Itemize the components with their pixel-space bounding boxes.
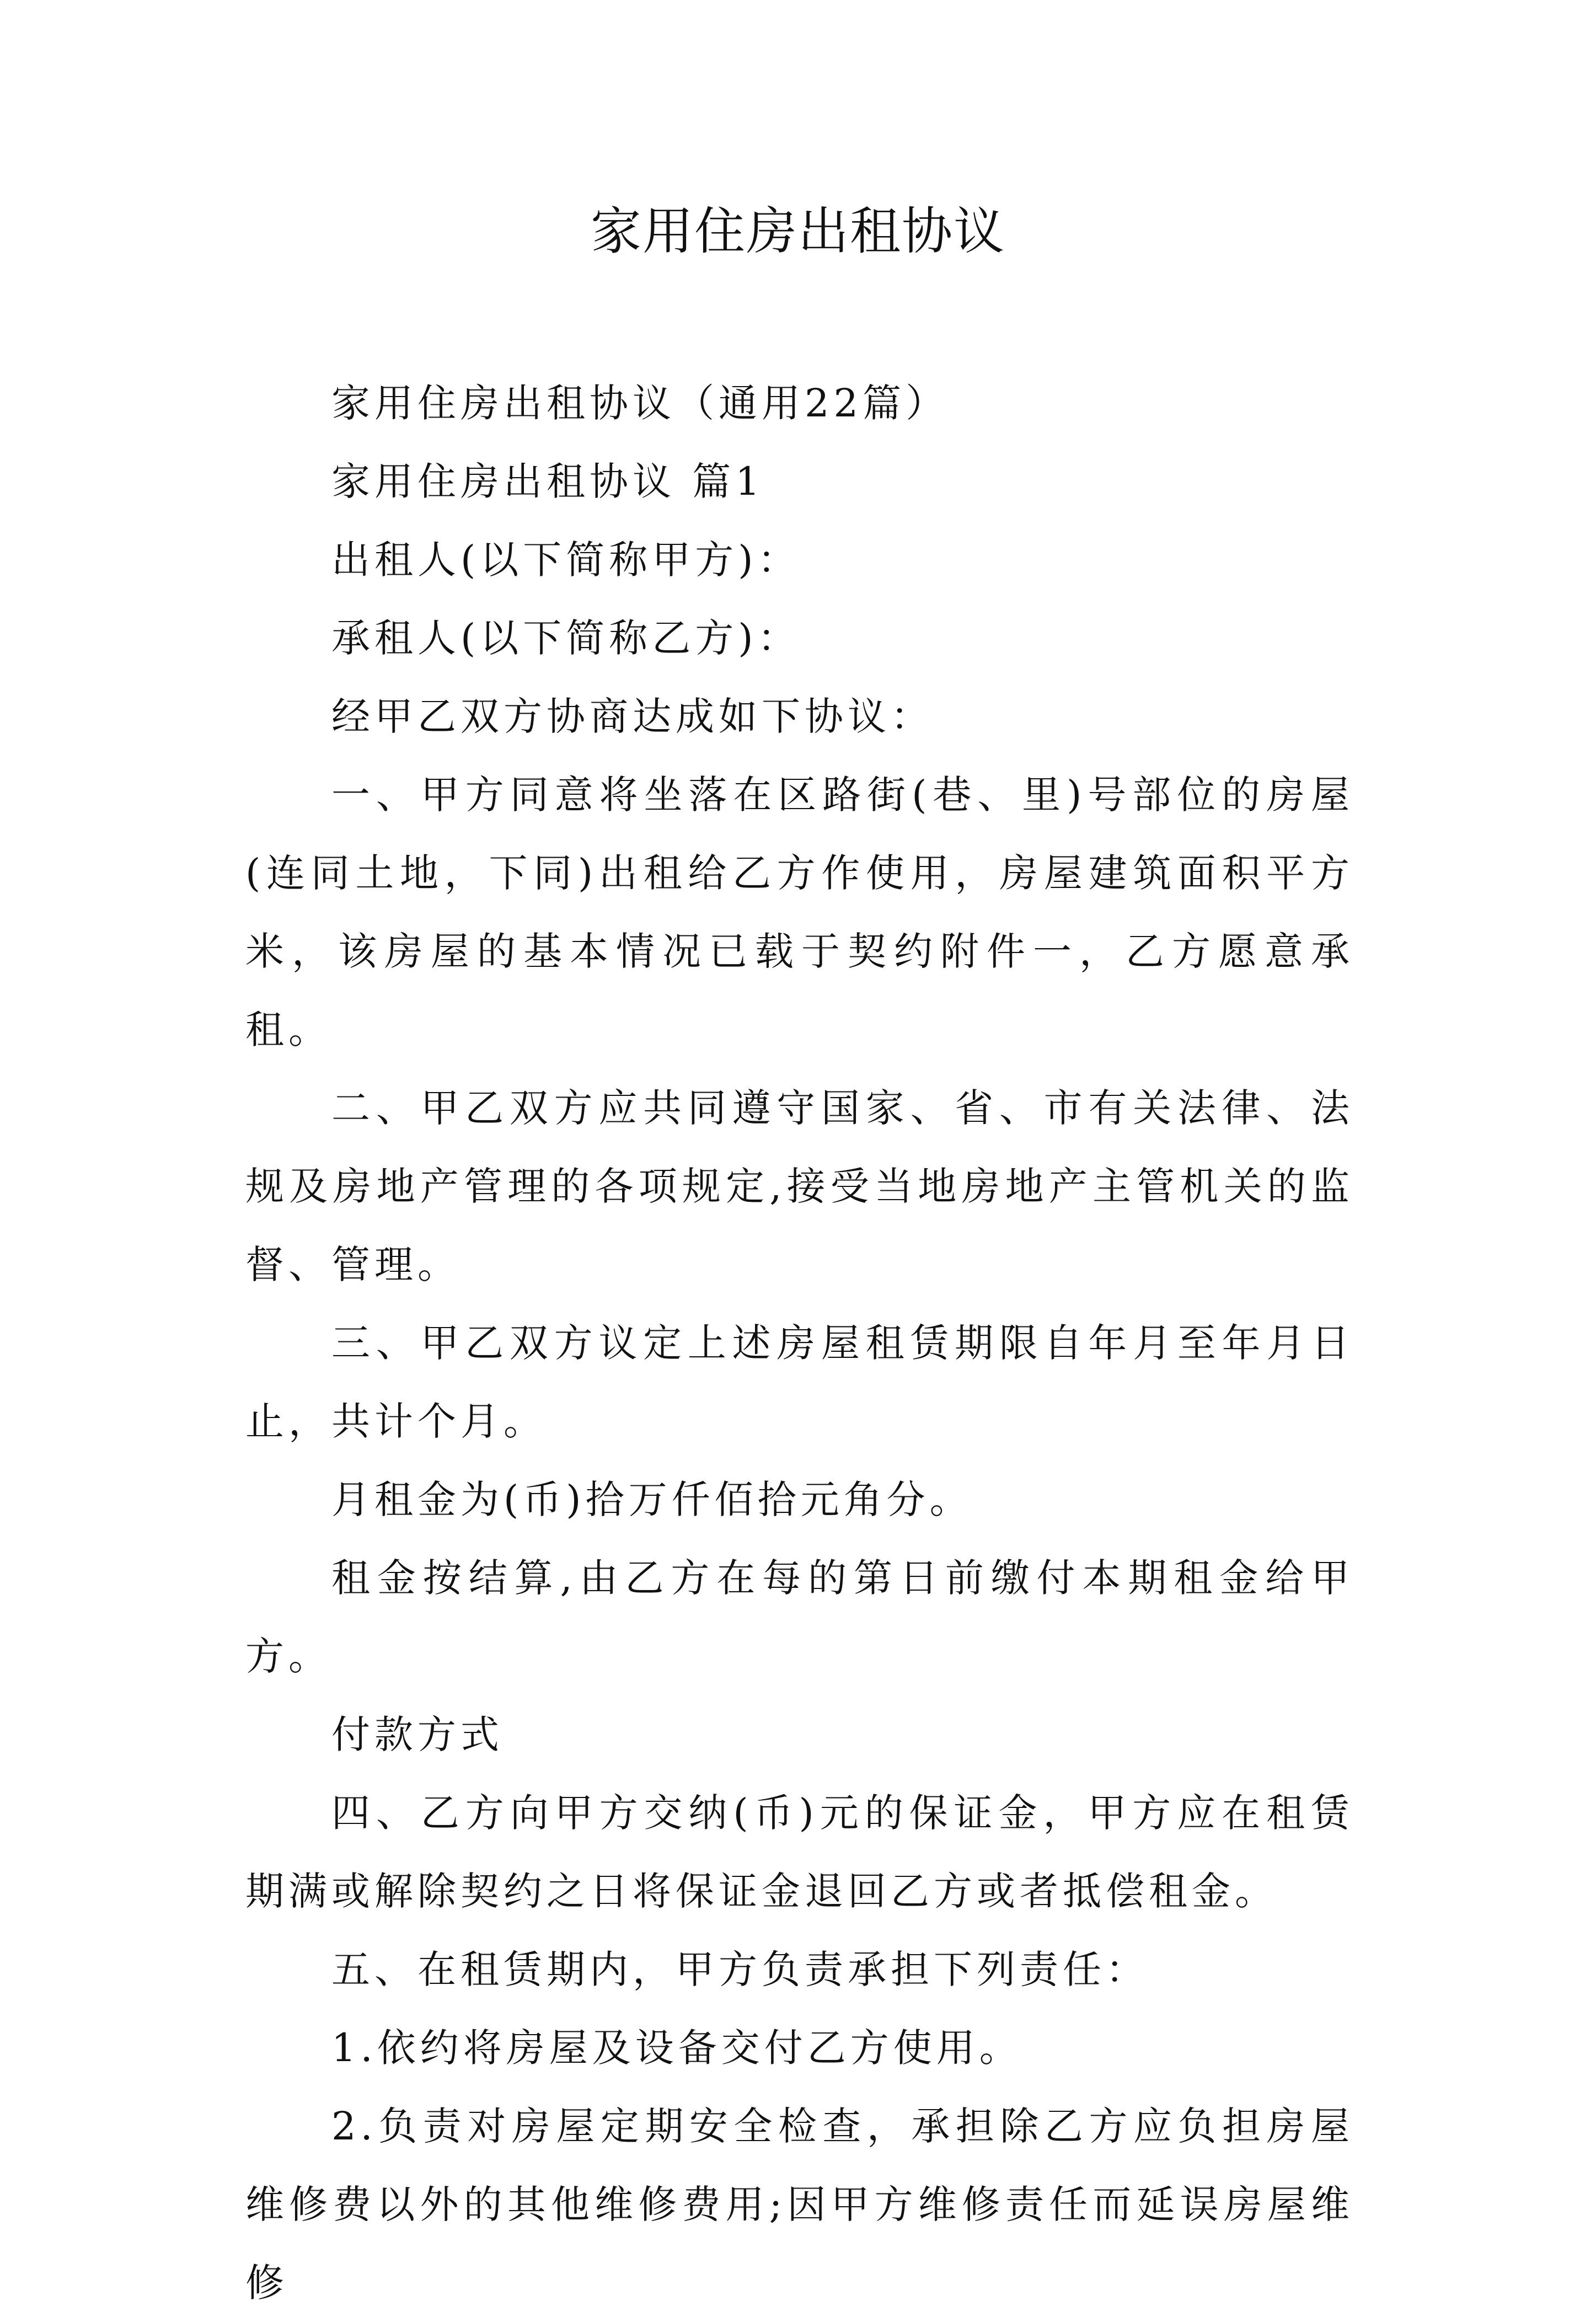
paragraph-item-2: 2.负责对房屋定期安全检查，承担除乙方应负担房屋维修费以外的其他维修费用;因甲方维修责任而延误房屋维修 (245, 2104, 1354, 2305)
paragraph-payment-method: 付款方式 (331, 1712, 504, 1757)
paragraph-rent-settlement: 租金按结算,由乙方在每的第日前缴付本期租金给甲方。 (245, 1555, 1354, 1679)
paragraph-item-1: 1.依约将房屋及设备交付乙方使用。 (331, 2025, 1022, 2070)
paragraph-clause-4: 四、乙方向甲方交纳(币)元的保证金，甲方应在租赁期满或解除契约之日将保证金退回乙方或者抵偿租金。 (245, 1790, 1354, 1914)
document-title: 家用住房出租协议 (590, 202, 1005, 261)
paragraph-subtitle: 家用住房出租协议（通用22篇） (331, 381, 949, 426)
paragraph-lessor: 出租人(以下简称甲方)： (331, 537, 801, 582)
paragraph-agreement-intro: 经甲乙双方协商达成如下协议： (331, 694, 934, 739)
paragraph-clause-1: 一、甲方同意将坐落在区路街(巷、里)号部位的房屋(连同土地，下同)出租给乙方作使用，房屋建筑面积平方米，该房屋的基本情况已载于契约附件一，乙方愿意承租。 (245, 772, 1354, 1052)
paragraph-clause-2: 二、甲乙双方应共同遵守国家、省、市有关法律、法规及房地产管理的各项规定,接受当地房地产主管机关的监督、管理。 (245, 1085, 1354, 1287)
paragraph-clause-3: 三、甲乙双方议定上述房屋租赁期限自年月至年月日止，共计个月。 (245, 1320, 1354, 1444)
paragraph-clause-5: 五、在租赁期内，甲方负责承担下列责任： (331, 1947, 1149, 1992)
paragraph-section-heading: 家用住房出租协议 篇1 (331, 459, 764, 504)
paragraph-lessee: 承租人(以下简称乙方)： (331, 616, 801, 661)
document-body (245, 364, 1354, 2322)
paragraph-monthly-rent: 月租金为(币)拾万仟佰拾元角分。 (331, 1477, 973, 1522)
